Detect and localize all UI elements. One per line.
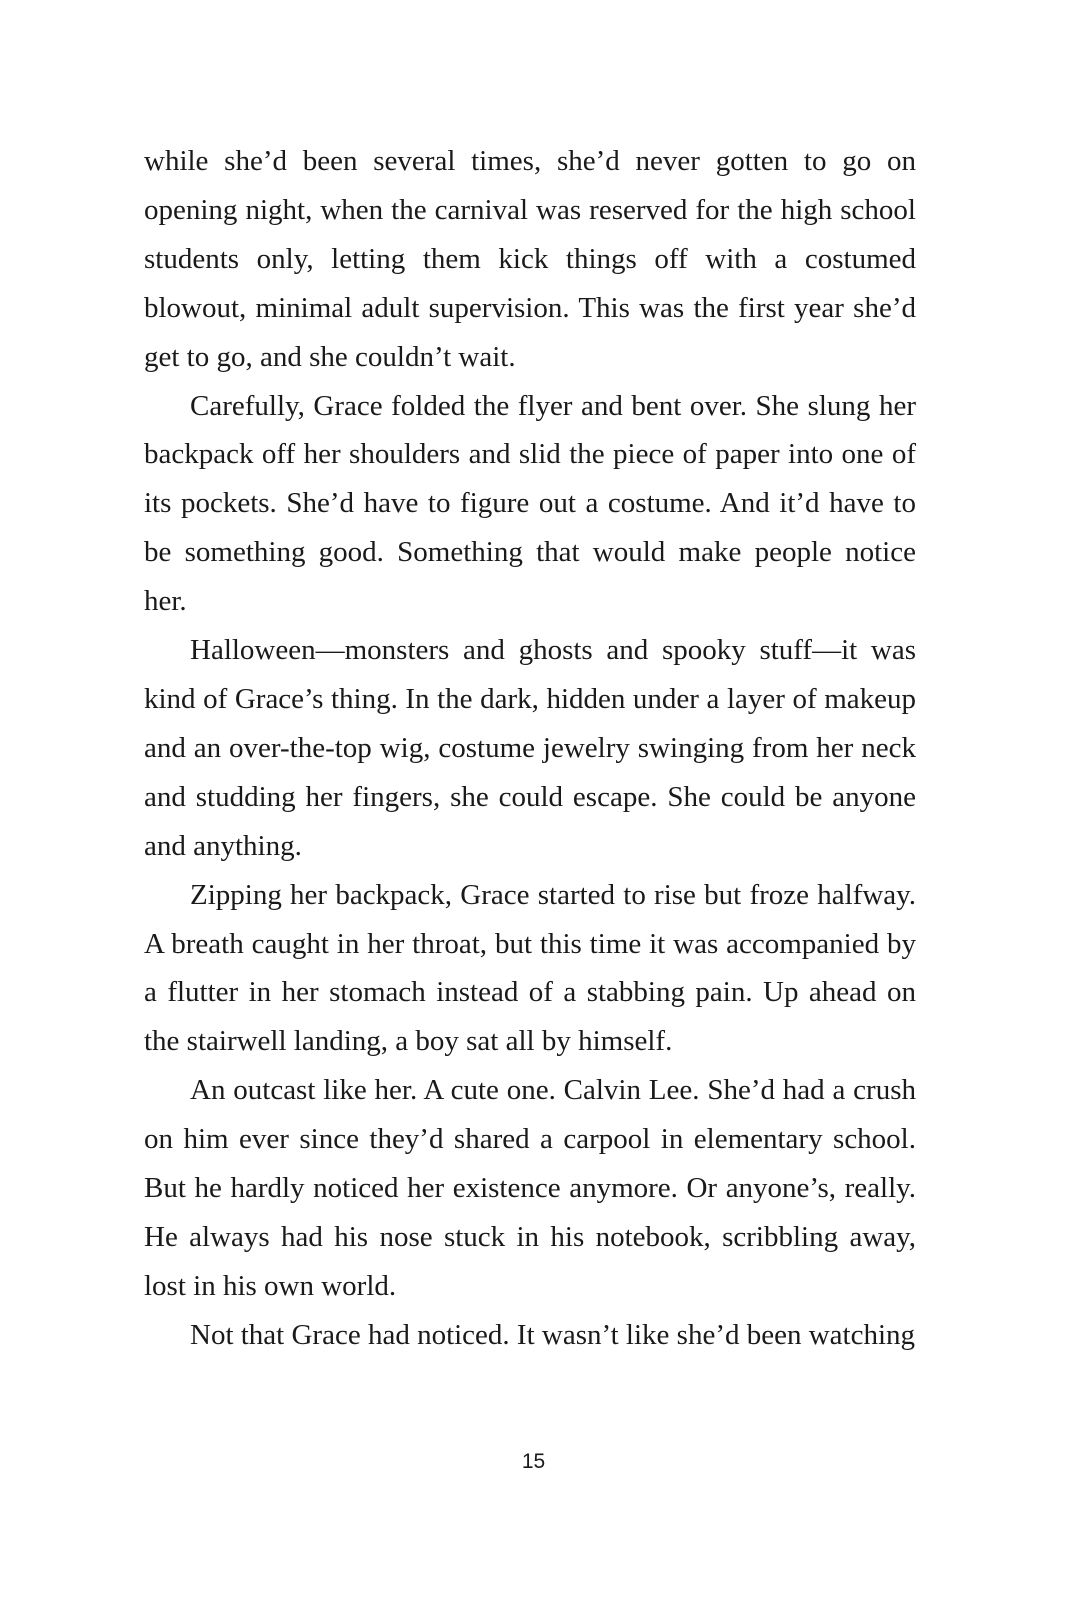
body-text <box>144 137 916 1360</box>
page-number: 15 <box>521 1450 546 1473</box>
paragraph: Carefully, Grace folded the flyer and bent over. She slung her backpack off her shoulders and slid the piece of paper into one of its pockets. She’d have to figure out a costume. And it’d have to be something good. Something that would make people notice her. <box>144 389 916 618</box>
paragraph: Halloween—monsters and ghosts and spooky stuff—it was kind of Grace’s thing. In the dark, hidden under a layer of makeup and an over-the-top wig, costume jewelry swinging from her neck and studding her fingers, she could escape. She could be anyone and anything. <box>144 634 916 862</box>
paragraph: Zipping her backpack, Grace started to rise but froze halfway. A breath caught in her throat, but this time it was accompanied by a flutter in her stomach instead of a stabbing pain. Up ahead on the stairwell landing, a boy sat all by himself. <box>144 878 916 1058</box>
paragraph: An outcast like her. A cute one. Calvin Lee. She’d had a crush on him ever since they’d shared a carpool in elementary school. But he hardly noticed her existence anymore. Or anyone’s, really. He always had his nose stuck in his notebook, scribbling away, lost in his own world. <box>144 1074 916 1302</box>
paragraph: while she’d been several times, she’d never gotten to go on opening night, when the carnival was reserved for the high school students only, letting them kick things off with a costumed blowout, minimal adult supervision. This was the first year she’d get to go, and she couldn’t wait. <box>144 145 916 373</box>
paragraph: Not that Grace had noticed. It wasn’t like she’d been watching <box>190 1318 916 1351</box>
